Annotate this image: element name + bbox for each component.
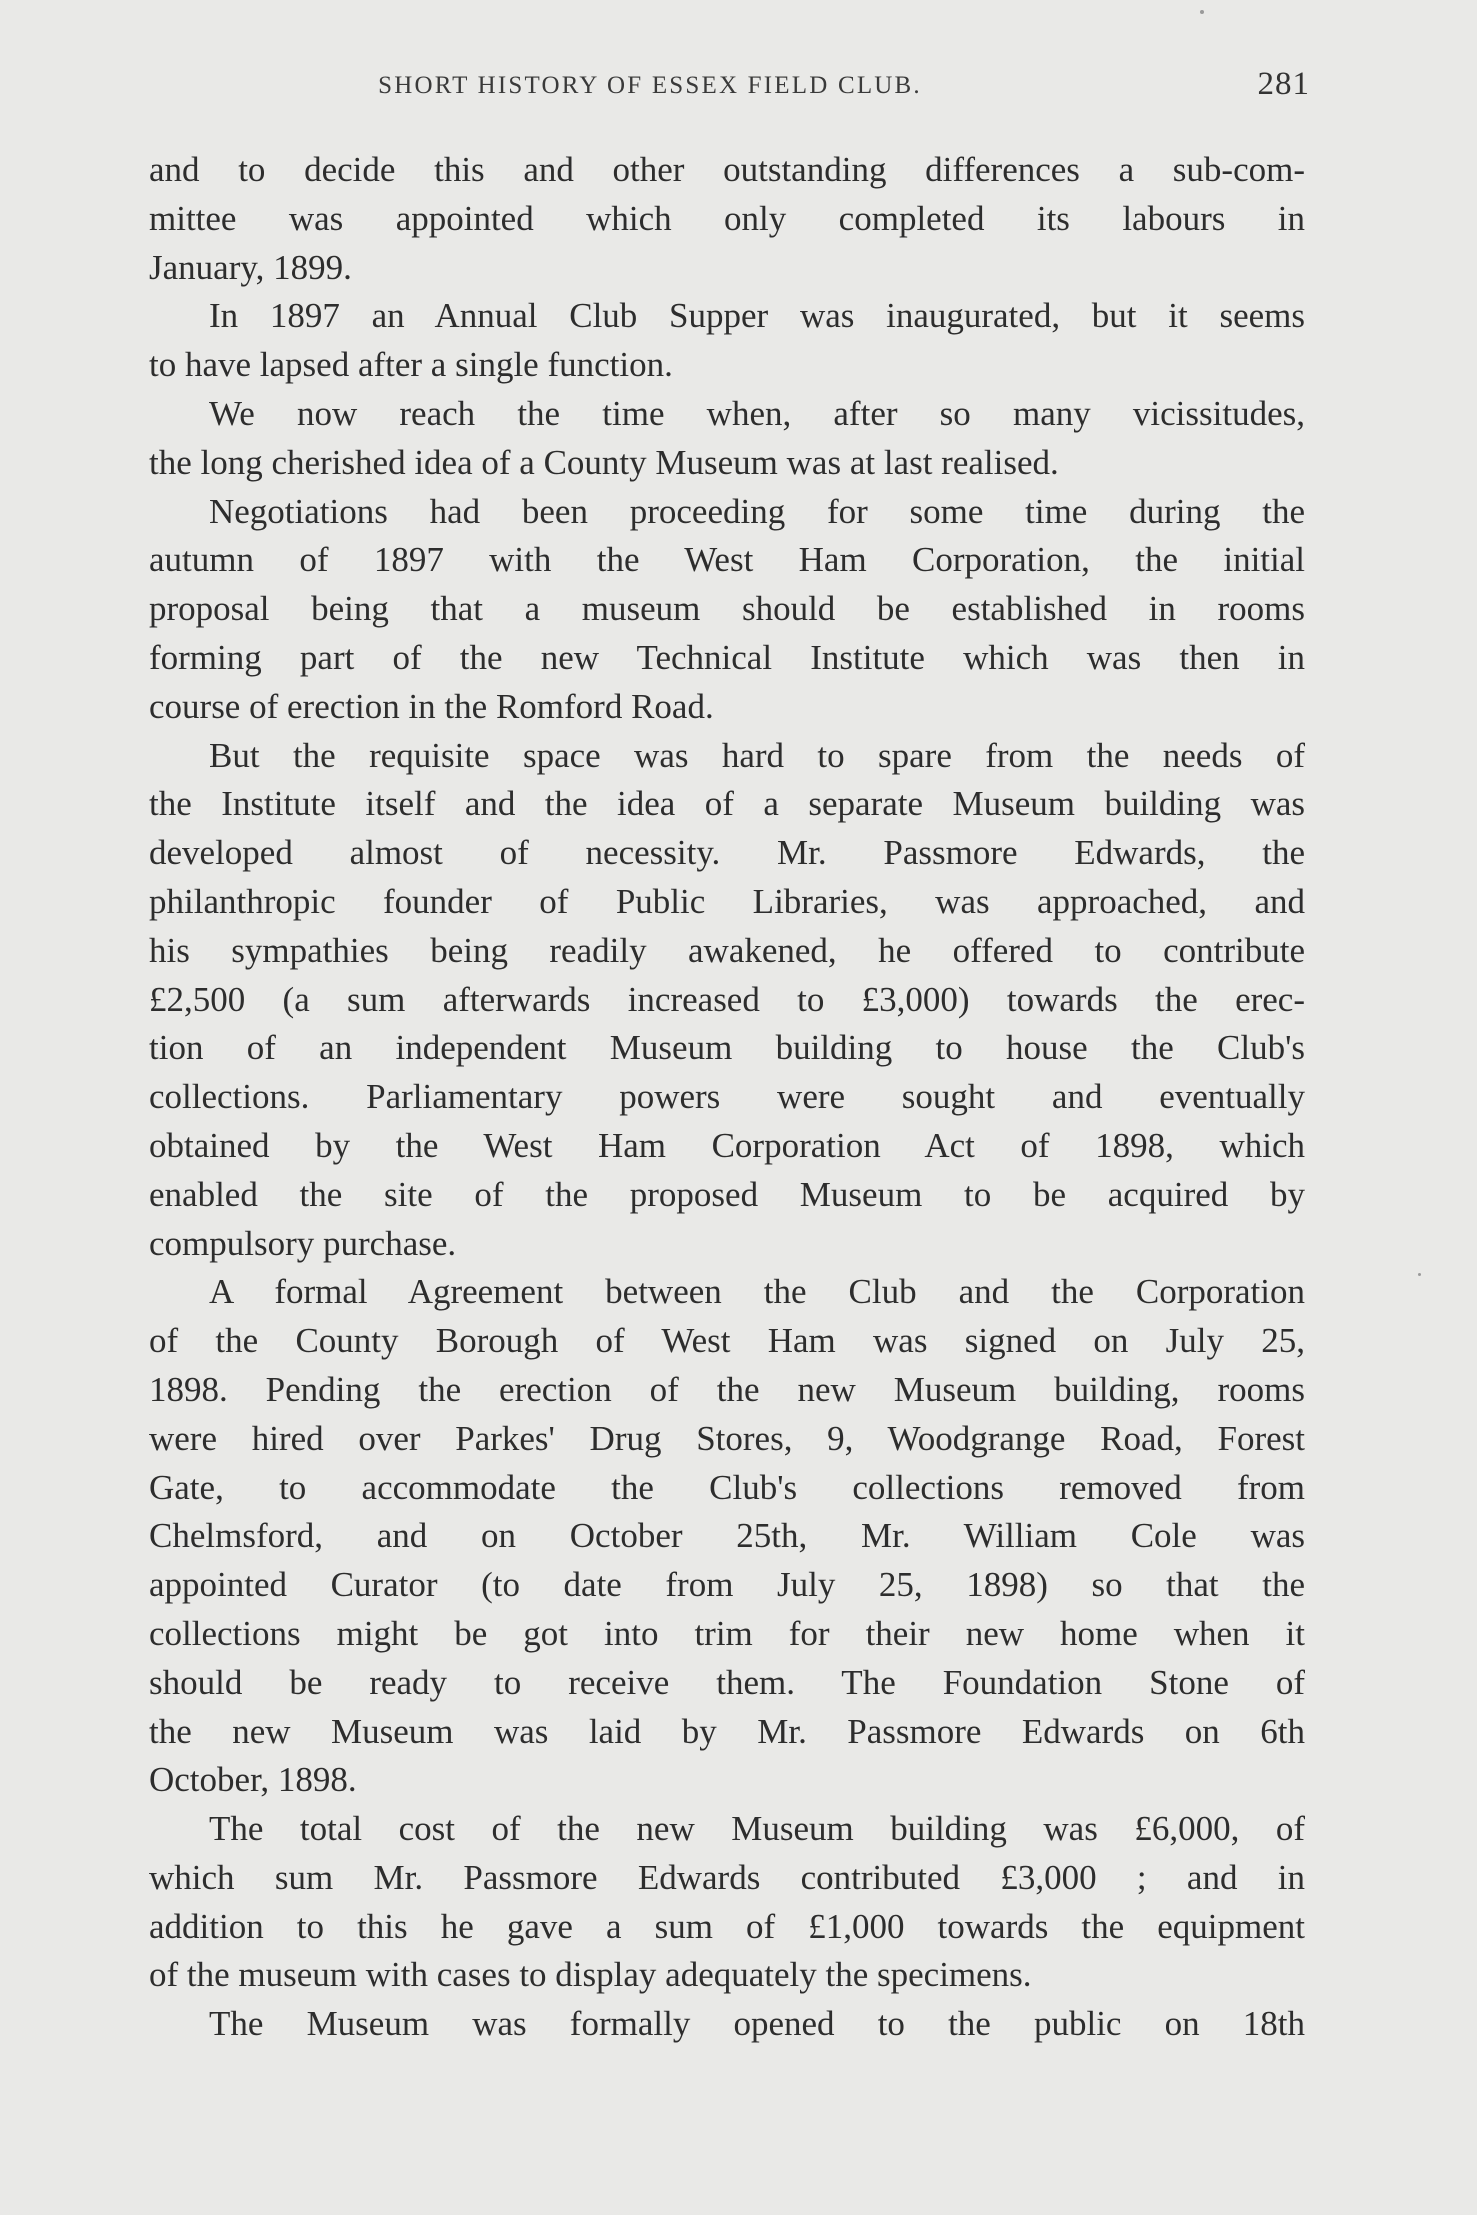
paragraph <box>149 1268 1305 1805</box>
text-line: his sympathies being readily awakened, he offered to contribute <box>149 930 1305 970</box>
paragraph <box>149 732 1305 1269</box>
text-line: appointed Curator (to date from July 25, 1898) so that the <box>149 1565 1305 1605</box>
text-line: to have lapsed after a single function. <box>149 345 673 385</box>
text-line: Chelmsford, and on October 25th, Mr. William Cole was <box>149 1516 1305 1556</box>
text-line: In 1897 an Annual Club Supper was inaugurated, but it seems <box>209 296 1305 336</box>
paragraph <box>149 2000 1305 2049</box>
text-line: We now reach the time when, after so many vicissitudes, <box>209 393 1305 433</box>
text-line: and to decide this and other outstanding differences a sub-com- <box>149 150 1305 189</box>
text-line: which sum Mr. Passmore Edwards contributed £3,000 ; and in <box>149 1857 1305 1897</box>
text-line: January, 1899. <box>149 247 352 287</box>
paper-speck <box>1200 10 1204 14</box>
text-line: of the museum with cases to display adequately the specimens. <box>149 1955 1032 1995</box>
text-line: But the requisite space was hard to spare from the needs of <box>209 735 1305 775</box>
text-line: A formal Agreement between the Club and the Corporation <box>209 1272 1305 1312</box>
text-line: enabled the site of the proposed Museum to be acquired by <box>149 1174 1305 1214</box>
text-line: were hired over Parkes' Drug Stores, 9, Woodgrange Road, Forest <box>149 1418 1305 1458</box>
paragraph <box>149 146 1305 292</box>
text-line: The Museum was formally opened to the public on 18th <box>209 2004 1305 2044</box>
text-line: Gate, to accommodate the Club's collections removed from <box>149 1467 1305 1507</box>
text-line: forming part of the new Technical Institute which was then in <box>149 637 1305 677</box>
text-line: tion of an independent Museum building to house the Club's <box>149 1028 1305 1068</box>
running-header <box>150 66 1310 110</box>
text-line: proposal being that a museum should be established in rooms <box>149 589 1305 629</box>
text-line: 1898. Pending the erection of the new Museum building, rooms <box>149 1369 1305 1409</box>
text-line: The total cost of the new Museum building was £6,000, of <box>209 1809 1305 1849</box>
text-line: addition to this he gave a sum of £1,000 towards the equipment <box>149 1906 1305 1946</box>
page-number: 281 <box>1257 66 1310 102</box>
text-line: mittee was appointed which only completed its labours in <box>149 198 1305 238</box>
text-line: obtained by the West Ham Corporation Act of 1898, which <box>149 1125 1305 1165</box>
text-line: course of erection in the Romford Road. <box>149 686 714 726</box>
text-line: Negotiations had been proceeding for some time during the <box>209 491 1305 531</box>
paper-speck <box>1418 1273 1421 1276</box>
text-line: the new Museum was laid by Mr. Passmore Edwards on 6th <box>149 1711 1305 1751</box>
text-line: the Institute itself and the idea of a separate Museum building was <box>149 784 1305 824</box>
paragraph <box>149 292 1305 390</box>
paragraph <box>149 488 1305 732</box>
text-line: developed almost of necessity. Mr. Passmore Edwards, the <box>149 833 1305 873</box>
text-line: of the County Borough of West Ham was signed on July 25, <box>149 1321 1305 1361</box>
text-line: collections. Parliamentary powers were sought and eventually <box>149 1077 1305 1117</box>
text-line: autumn of 1897 with the West Ham Corporation, the initial <box>149 540 1305 580</box>
text-line: compulsory purchase. <box>149 1223 457 1263</box>
text-line: should be ready to receive them. The Foundation Stone of <box>149 1662 1305 1702</box>
body-text <box>149 146 1305 2049</box>
text-line: £2,500 (a sum afterwards increased to £3,000) towards the erec- <box>149 979 1305 1019</box>
running-title: SHORT HISTORY OF ESSEX FIELD CLUB. <box>378 72 922 99</box>
paragraph <box>149 390 1305 488</box>
paragraph <box>149 1805 1305 2000</box>
text-line: October, 1898. <box>149 1760 357 1800</box>
text-line: the long cherished idea of a County Museum was at last realised. <box>149 442 1059 482</box>
text-line: collections might be got into trim for their new home when it <box>149 1613 1305 1653</box>
text-line: philanthropic founder of Public Libraries, was approached, and <box>149 881 1305 921</box>
